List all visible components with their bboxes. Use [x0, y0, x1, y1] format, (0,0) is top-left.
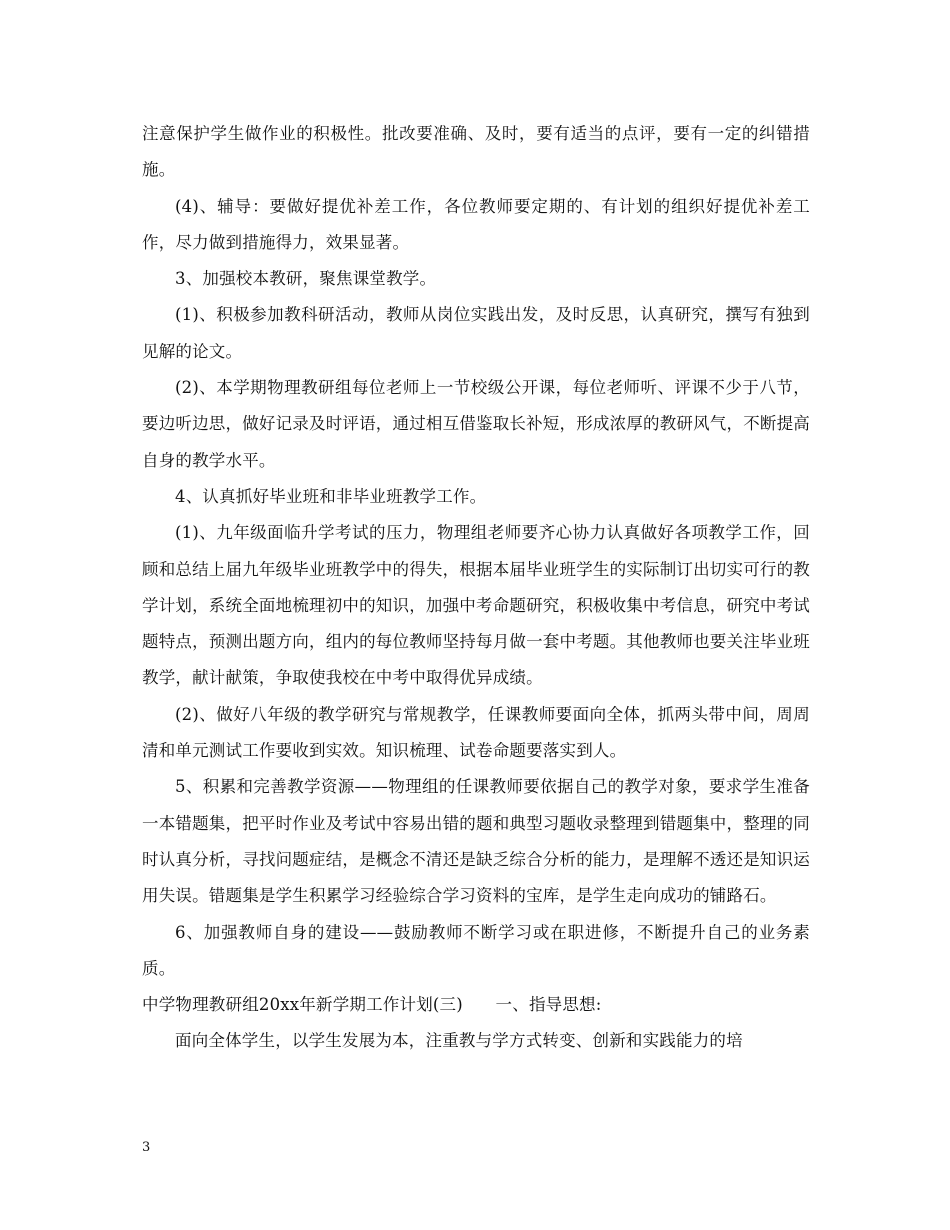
paragraph: 6、加强教师自身的建设——鼓励教师不断学习或在职进修，不断提升自己的业务素质。 [142, 922, 810, 978]
paragraph: (1)、积极参加教科研活动，教师从岗位实践出发，及时反思，认真研究，撰写有独到见解的论文。 [142, 305, 810, 361]
paragraph: (1)、九年级面临升学考试的压力，物理组老师要齐心协力认真做好各项教学工作，回顾和总结上届九年级毕业班教学中的得失，根据本届毕业班学生的实际制订出切实可行的教学计划，系统全面地梳理初中的知识，加强中考命题研究，积极收集中考信息，研究中考试题特点，预测出题方向，组内的每位教师坚持每月做一套中考题。其他教师也要关注毕业班教学，献计献策，争取使我校在中考中取得优异成绩。 [142, 523, 810, 688]
paragraph: 3、加强校本教研，聚焦课堂教学。 [175, 269, 437, 289]
paragraph: 注意保护学生做作业的积极性。批改要准确、及时，要有适当的点评，要有一定的纠错措施。 [142, 124, 810, 180]
paragraph: (2)、本学期物理教研组每位老师上一节校级公开课，每位老师听、评课不少于八节，要边听边思，做好记录及时评语，通过相互借鉴取长补短，形成浓厚的教研风气，不断提高自身的教学水平。 [142, 378, 810, 470]
paragraph: (2)、做好八年级的教学研究与常规教学，任课教师要面向全体，抓两头带中间，周周清和单元测试工作要收到实效。知识梳理、试卷命题要落实到人。 [142, 704, 810, 761]
section-heading-line: 中学物理教研组20xx年新学期工作计划(三) 一、指导思想: [142, 995, 602, 1015]
page-number: 3 [142, 1140, 151, 1155]
paragraph: (4)、辅导：要做好提优补差工作，各位教师要定期的、有计划的组织好提优补差工作，尽力做到措施得力，效果显著。 [142, 196, 810, 252]
document-body [142, 116, 810, 1060]
paragraph: 5、积累和完善教学资源——物理组的任课教师要依据自己的教学对象，要求学生准备一本错题集，把平时作业及考试中容易出错的题和典型习题收录整理到错题集中，整理的同时认真分析，寻找问题症结，是概念不清还是缺乏综合分析的能力，是理解不透还是知识运用失误。错题集是学生积累学习经验综合学习资料的宝库，是学生走向成功的铺路石。 [142, 777, 810, 906]
paragraph: 面向全体学生，以学生发展为本，注重教与学方式转变、创新和实践能力的培 [175, 1031, 743, 1051]
paragraph: 4、认真抓好毕业班和非毕业班教学工作。 [175, 486, 487, 506]
